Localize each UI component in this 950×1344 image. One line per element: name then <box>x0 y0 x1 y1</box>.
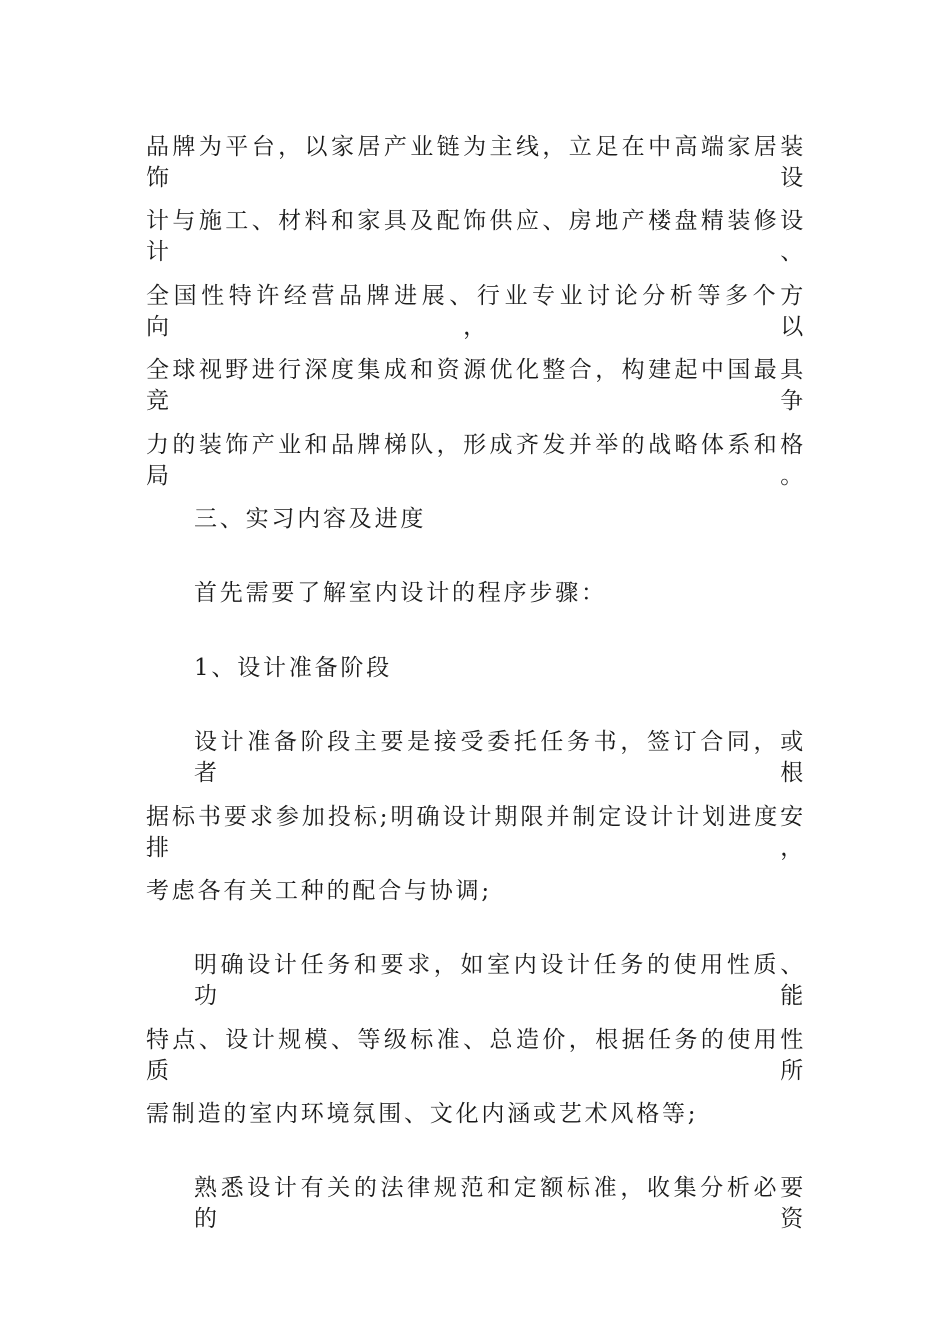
text-line-7: 首先需要了解室内设计的程序步骤： <box>194 580 607 607</box>
text-line-4: 全球视野进行深度集成和资源优化整合，构建起中国最具竞争 <box>146 357 806 415</box>
text-line-2: 计与施工、材料和家具及配饰供应、房地产楼盘精装修设计、 <box>146 208 806 266</box>
text-line-3: 全国性特许经营品牌进展、行业专业讨论分析等多个方向，以 <box>146 282 806 340</box>
text-line-5: 力的装饰产业和品牌梯队，形成齐发并举的战略体系和格局。 <box>146 431 806 489</box>
text-line-14: 需制造的室内环境氛围、文化内涵或艺术风格等; <box>146 1101 699 1128</box>
text-line-12: 明确设计任务和要求，如室内设计任务的使用性质、功能 <box>194 952 806 1010</box>
text-line-9: 设计准备阶段主要是接受委托任务书，签订合同，或者根 <box>194 729 806 787</box>
section-heading: 三、实习内容及进度 <box>194 505 427 532</box>
text-line-10: 据标书要求参加投标;明确设计期限并制定设计计划进度安排， <box>146 803 806 861</box>
text-line-15: 熟悉设计有关的法律规范和定额标准，收集分析必要的资 <box>194 1175 806 1233</box>
body-text <box>146 132 806 1248</box>
text-line-13: 特点、设计规模、等级标准、总造价，根据任务的使用性质所 <box>146 1026 806 1084</box>
subsection-heading: 1、设计准备阶段 <box>194 654 393 681</box>
text-line-11: 考虑各有关工种的配合与协调; <box>146 877 492 904</box>
text-line-1: 品牌为平台，以家居产业链为主线，立足在中高端家居装饰设 <box>146 134 806 191</box>
